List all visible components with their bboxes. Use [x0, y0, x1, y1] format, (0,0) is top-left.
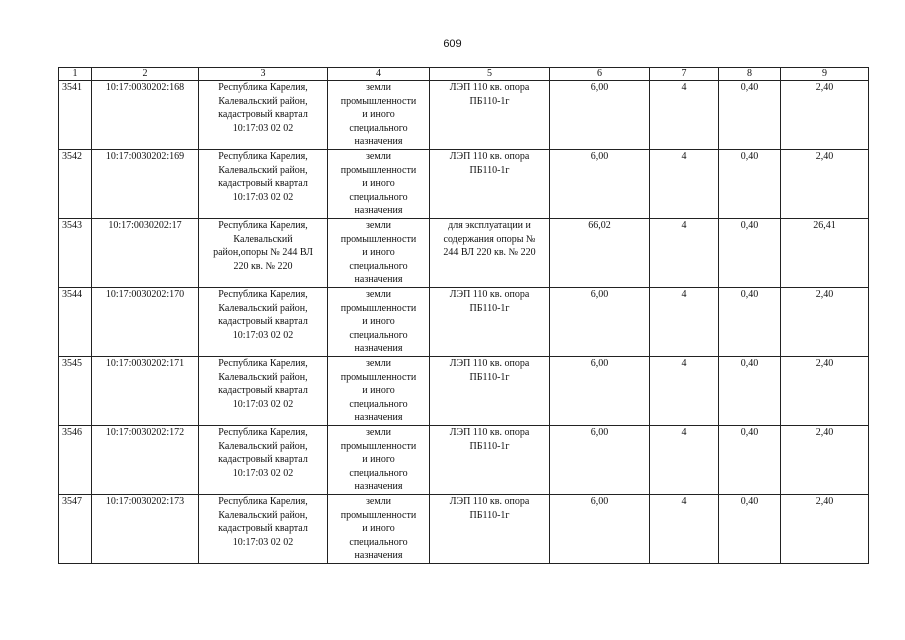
permitted-use-cell: ЛЭП 110 кв. опора ПБ110-1г — [430, 150, 550, 219]
value-cell-9: 2,40 — [781, 495, 869, 564]
row-number-cell: 3541 — [59, 81, 92, 150]
location-cell: Республика Карелия, Калевальский район, кадастровый квартал 10:17:03 02 02 — [199, 495, 328, 564]
land-category-cell: земли промышленности и иного специального назначения — [328, 81, 430, 150]
location-cell: Республика Карелия, Калевальский район, кадастровый квартал 10:17:03 02 02 — [199, 81, 328, 150]
row-number-cell: 3544 — [59, 288, 92, 357]
row-number-cell: 3547 — [59, 495, 92, 564]
value-cell-9: 2,40 — [781, 150, 869, 219]
column-header: 9 — [781, 68, 869, 81]
cadastral-number-cell: 10:17:0030202:17 — [92, 219, 199, 288]
value-cell-8: 0,40 — [719, 150, 781, 219]
table-row — [59, 426, 869, 495]
cadastral-number-cell: 10:17:0030202:171 — [92, 357, 199, 426]
value-cell-8: 0,40 — [719, 81, 781, 150]
cadastral-number-cell: 10:17:0030202:173 — [92, 495, 199, 564]
column-header: 8 — [719, 68, 781, 81]
land-category-cell: земли промышленности и иного специального назначения — [328, 150, 430, 219]
table-row — [59, 288, 869, 357]
land-registry-table — [58, 67, 869, 564]
value-cell-7: 4 — [650, 219, 719, 288]
permitted-use-cell: для эксплуатации и содержания опоры № 244 ВЛ 220 кв. № 220 — [430, 219, 550, 288]
column-header: 7 — [650, 68, 719, 81]
location-cell: Республика Карелия, Калевальский район, кадастровый квартал 10:17:03 02 02 — [199, 426, 328, 495]
permitted-use-cell: ЛЭП 110 кв. опора ПБ110-1г — [430, 495, 550, 564]
table-row — [59, 150, 869, 219]
permitted-use-cell: ЛЭП 110 кв. опора ПБ110-1г — [430, 81, 550, 150]
permitted-use-cell: ЛЭП 110 кв. опора ПБ110-1г — [430, 357, 550, 426]
value-cell-9: 2,40 — [781, 426, 869, 495]
row-number-cell: 3542 — [59, 150, 92, 219]
land-category-cell: земли промышленности и иного специального назначения — [328, 357, 430, 426]
value-cell-7: 4 — [650, 288, 719, 357]
column-header: 5 — [430, 68, 550, 81]
column-header: 3 — [199, 68, 328, 81]
row-number-cell: 3545 — [59, 357, 92, 426]
area-cell: 6,00 — [550, 495, 650, 564]
land-category-cell: земли промышленности и иного специального назначения — [328, 219, 430, 288]
value-cell-8: 0,40 — [719, 357, 781, 426]
column-header: 4 — [328, 68, 430, 81]
land-category-cell: земли промышленности и иного специального назначения — [328, 495, 430, 564]
value-cell-7: 4 — [650, 81, 719, 150]
row-number-cell: 3543 — [59, 219, 92, 288]
area-cell: 6,00 — [550, 357, 650, 426]
page-number: 609 — [443, 38, 462, 50]
land-category-cell: земли промышленности и иного специального назначения — [328, 288, 430, 357]
cadastral-number-cell: 10:17:0030202:172 — [92, 426, 199, 495]
cadastral-number-cell: 10:17:0030202:170 — [92, 288, 199, 357]
column-header: 6 — [550, 68, 650, 81]
value-cell-8: 0,40 — [719, 495, 781, 564]
location-cell: Республика Карелия, Калевальский район, кадастровый квартал 10:17:03 02 02 — [199, 288, 328, 357]
column-header: 1 — [59, 68, 92, 81]
area-cell: 6,00 — [550, 426, 650, 495]
value-cell-9: 2,40 — [781, 288, 869, 357]
value-cell-9: 26,41 — [781, 219, 869, 288]
area-cell: 6,00 — [550, 81, 650, 150]
permitted-use-cell: ЛЭП 110 кв. опора ПБ110-1г — [430, 426, 550, 495]
area-cell: 6,00 — [550, 150, 650, 219]
area-cell: 66,02 — [550, 219, 650, 288]
location-cell: Республика Карелия, Калевальский район,опоры № 244 ВЛ 220 кв. № 220 — [199, 219, 328, 288]
row-number-cell: 3546 — [59, 426, 92, 495]
value-cell-9: 2,40 — [781, 81, 869, 150]
value-cell-7: 4 — [650, 357, 719, 426]
value-cell-7: 4 — [650, 426, 719, 495]
cadastral-number-cell: 10:17:0030202:169 — [92, 150, 199, 219]
value-cell-7: 4 — [650, 150, 719, 219]
area-cell: 6,00 — [550, 288, 650, 357]
table-row — [59, 81, 869, 150]
table-row — [59, 495, 869, 564]
permitted-use-cell: ЛЭП 110 кв. опора ПБ110-1г — [430, 288, 550, 357]
value-cell-8: 0,40 — [719, 426, 781, 495]
location-cell: Республика Карелия, Калевальский район, кадастровый квартал 10:17:03 02 02 — [199, 357, 328, 426]
value-cell-7: 4 — [650, 495, 719, 564]
cadastral-number-cell: 10:17:0030202:168 — [92, 81, 199, 150]
value-cell-9: 2,40 — [781, 357, 869, 426]
land-category-cell: земли промышленности и иного специального назначения — [328, 426, 430, 495]
header-row — [59, 68, 869, 81]
table-row — [59, 357, 869, 426]
table-row — [59, 219, 869, 288]
location-cell: Республика Карелия, Калевальский район, кадастровый квартал 10:17:03 02 02 — [199, 150, 328, 219]
column-header: 2 — [92, 68, 199, 81]
value-cell-8: 0,40 — [719, 219, 781, 288]
value-cell-8: 0,40 — [719, 288, 781, 357]
